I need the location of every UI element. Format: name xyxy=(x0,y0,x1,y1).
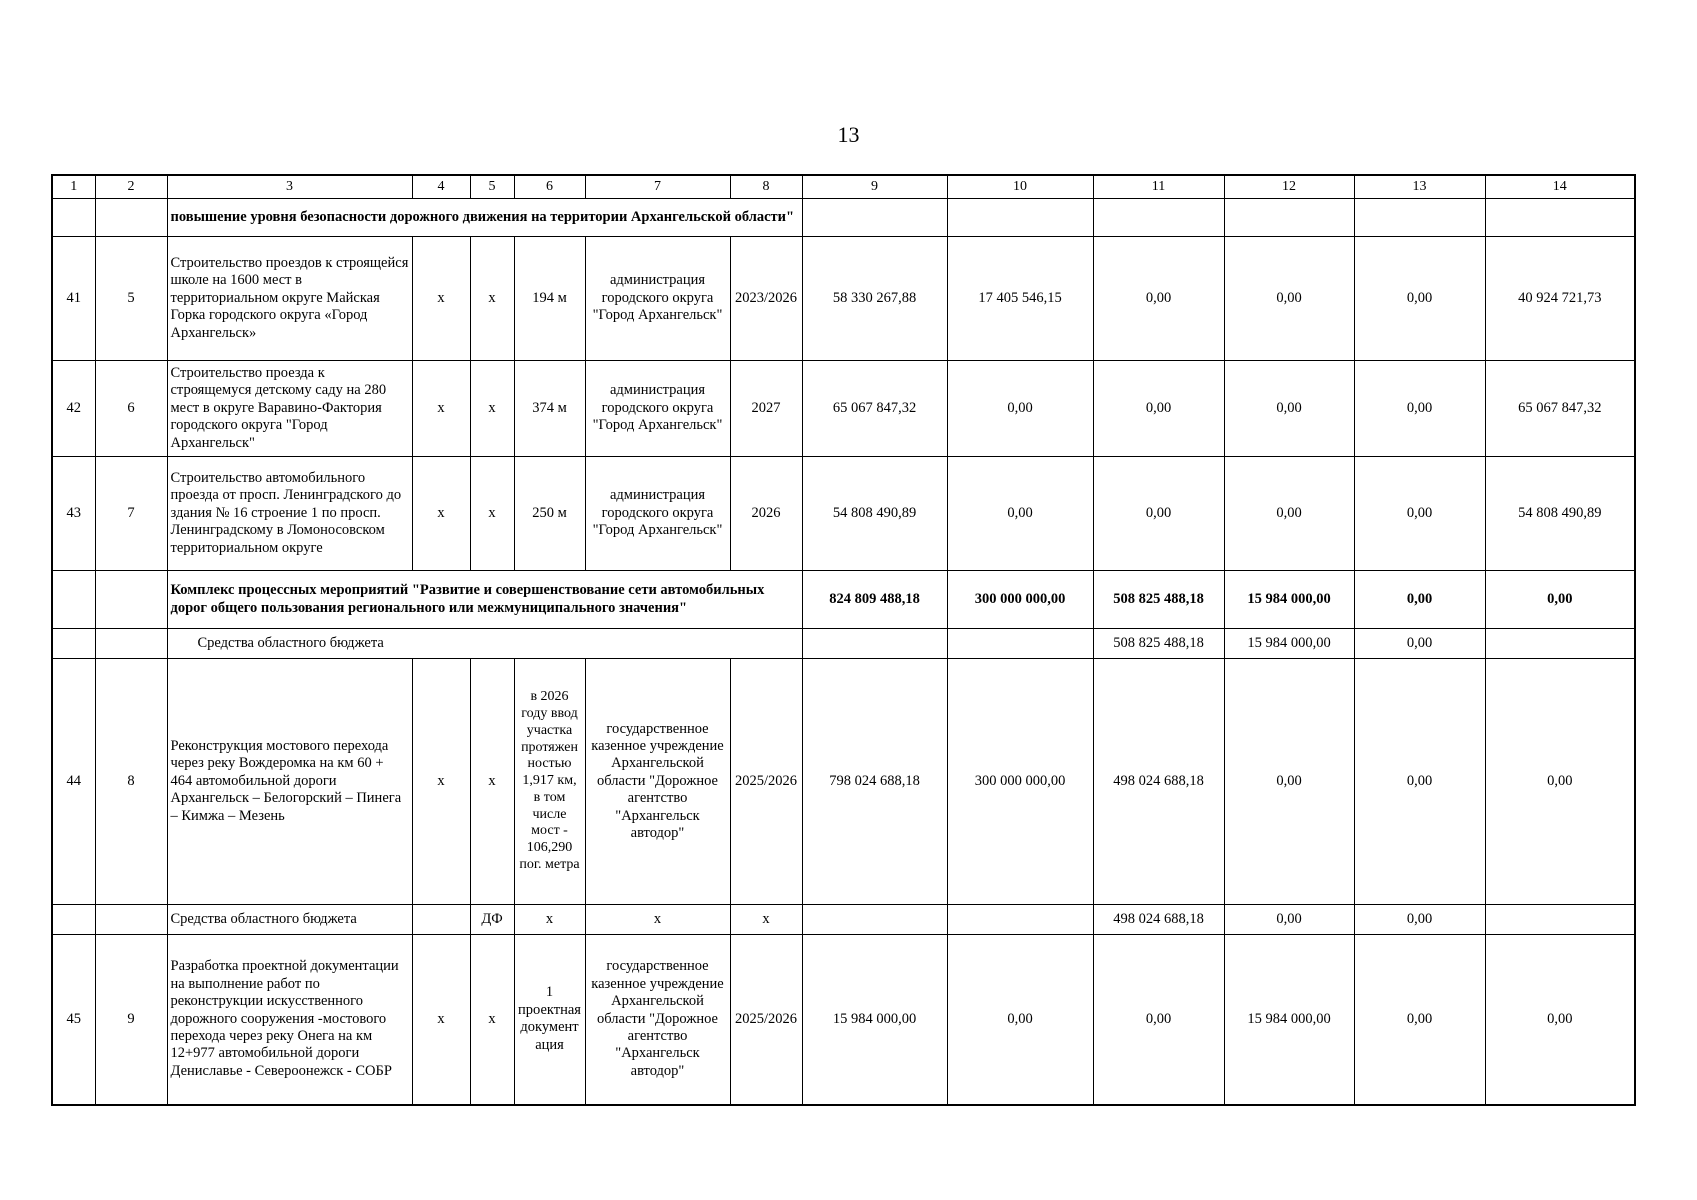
column-header: 2 xyxy=(95,175,167,199)
measure-name: Строительство проезда к строящемуся детскому саду на 280 мест в округе Варавино-Фактория городского округа "Город Архангельск" xyxy=(167,361,412,457)
table-row: 43 7 Строительство автомобильного проезда от просп. Ленинградского до здания № 16 строение 1 по просп. Ленинградскому в Ломоносовском территориальном округе х х 250 м администрация городского округа "Город Архангельск" 2026 54 808 490,89 0,00 0,00 0,00 0,00 54 808 490,89 xyxy=(52,457,1635,571)
table-row: 42 6 Строительство проезда к строящемуся детскому саду на 280 мест в округе Варавино-Фактория городского округа "Город Архангельск" х х 374 м администрация городского округа "Город Архангельск" 2027 65 067 847,32 0,00 0,00 0,00 0,00 65 067 847,32 xyxy=(52,361,1635,457)
measure-name: Разработка проектной документации на выполнение работ по реконструкции искусственного дорожного сооружения -мостового перехода через реку Онега на км 12+977 автомобильной дороги Дениславье - Североонежск - СОБР xyxy=(167,935,412,1105)
budget-table xyxy=(51,174,1636,1106)
budget-source-row: Средства областного бюджета 508 825 488,18 15 984 000,00 0,00 xyxy=(52,629,1635,659)
column-header: 4 xyxy=(412,175,470,199)
column-header: 5 xyxy=(470,175,514,199)
budget-source-row: Средства областного бюджета ДФ х х х 498 024 688,18 0,00 0,00 xyxy=(52,905,1635,935)
page-number: 13 xyxy=(837,122,860,147)
column-header: 12 xyxy=(1224,175,1354,199)
complex-total-row: Комплекс процессных мероприятий "Развитие и совершенствование сети автомобильных дорог общего пользования регионального или межмуниципального значения" 824 809 488,18 300 000 000,00 508 825 488,18 15 984 000,00 0,00 0,00 xyxy=(52,571,1635,629)
complex-title: Комплекс процессных мероприятий "Развитие и совершенствование сети автомобильных дорог общего пользования регионального или межмуниципального значения" xyxy=(167,571,802,629)
table-row: 45 9 Разработка проектной документации на выполнение работ по реконструкции искусственного дорожного сооружения -мостового перехода через реку Онега на км 12+977 автомобильной дороги Дениславье - Североонежск - СОБР х х 1 проектная документация государственное казенное учреждение Архангельской области "Дорожное агентство "Архангельск автодор" 2025/2026 15 984 000,00 0,00 0,00 15 984 000,00 0,00 0,00 xyxy=(52,935,1635,1105)
column-header: 11 xyxy=(1093,175,1224,199)
table-header-row xyxy=(52,175,1635,199)
column-header: 7 xyxy=(585,175,730,199)
column-header: 9 xyxy=(802,175,947,199)
column-header: 10 xyxy=(947,175,1093,199)
section-title: повышение уровня безопасности дорожного движения на территории Архангельской области" xyxy=(167,199,802,237)
column-header: 3 xyxy=(167,175,412,199)
table-row: 44 8 Реконструкция мостового перехода через реку Вождеромка на км 60 + 464 автомобильной дороги Архангельск – Белогорский – Пинега – Кимжа – Мезень х х в 2026 году ввод участка протяженностью 1,917 км, в том числе мост - 106,290 пог. метра государственное казенное учреждение Архангельской области "Дорожное агентство "Архангельск автодор" 2025/2026 798 024 688,18 300 000 000,00 498 024 688,18 0,00 0,00 0,00 xyxy=(52,659,1635,905)
column-header: 13 xyxy=(1354,175,1485,199)
measure-name: Строительство автомобильного проезда от просп. Ленинградского до здания № 16 строение 1 по просп. Ленинградскому в Ломоносовском территориальном округе xyxy=(167,457,412,571)
column-header: 6 xyxy=(514,175,585,199)
measure-name: Строительство проездов к строящейся школе на 1600 мест в территориальном округе Майская Горка городского округа «Город Архангельск» xyxy=(167,237,412,361)
column-header: 8 xyxy=(730,175,802,199)
table-row: 41 5 Строительство проездов к строящейся школе на 1600 мест в территориальном округе Майская Горка городского округа «Город Архангельск» х х 194 м администрация городского округа "Город Архангельск" 2023/2026 58 330 267,88 17 405 546,15 0,00 0,00 0,00 40 924 721,73 xyxy=(52,237,1635,361)
measure-name: Реконструкция мостового перехода через реку Вождеромка на км 60 + 464 автомобильной дороги Архангельск – Белогорский – Пинега – Кимжа – Мезень xyxy=(167,659,412,905)
section-continuation-row xyxy=(52,199,1635,237)
column-header: 1 xyxy=(52,175,95,199)
column-header: 14 xyxy=(1485,175,1635,199)
